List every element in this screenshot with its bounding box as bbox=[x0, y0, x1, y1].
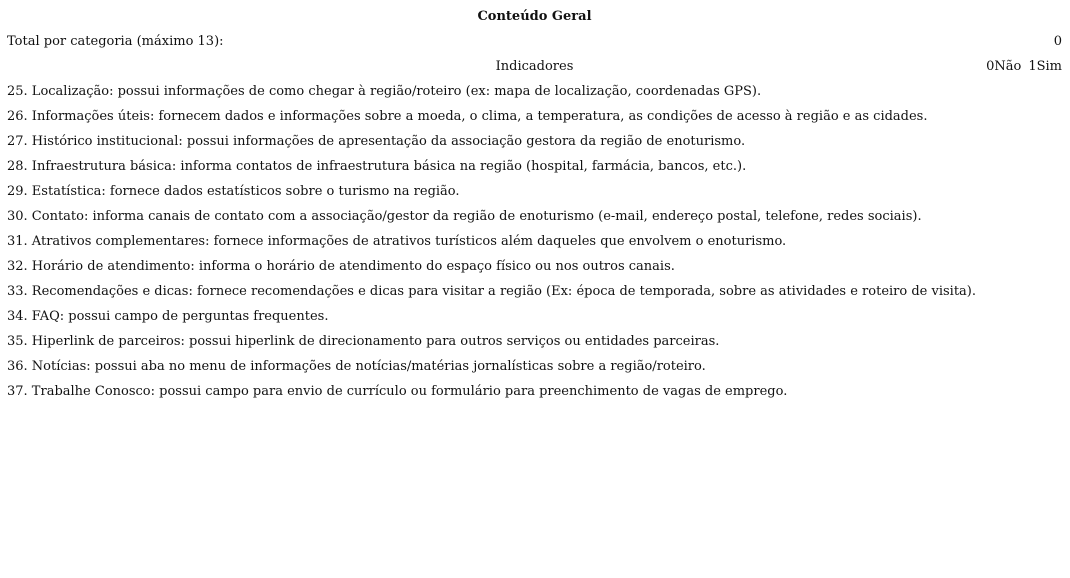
indicator-item: 37. Trabalhe Conosco: possui campo para envio de currículo ou formulário para preenchimento de vagas de emprego. bbox=[7, 384, 788, 399]
indicator-list bbox=[7, 79, 1062, 404]
indicator-item: 29. Estatística: fornece dados estatísticos sobre o turismo na região. bbox=[7, 184, 460, 199]
indicator-item: 35. Hiperlink de parceiros: possui hiperlink de direcionamento para outros serviços ou entidades parceiras. bbox=[7, 334, 720, 349]
indicator-item: 33. Recomendações e dicas: fornece recomendações e dicas para visitar a região (Ex: época de temporada, sobre as atividades e roteiro de visita). bbox=[7, 284, 977, 299]
indicator-item: 28. Infraestrutura básica: informa contatos de infraestrutura básica na região (hospital, farmácia, bancos, etc.). bbox=[7, 159, 747, 174]
total-row bbox=[7, 29, 1062, 54]
scoring-legend bbox=[986, 54, 1062, 79]
indicator-item: 34. FAQ: possui campo de perguntas frequentes. bbox=[7, 309, 329, 324]
indicator-item: 36. Notícias: possui aba no menu de informações de notícias/matérias jornalísticas sobre a região/roteiro. bbox=[7, 359, 706, 374]
indicator-item: 30. Contato: informa canais de contato com a associação/gestor da região de enoturismo (e-mail, endereço postal, telefone, redes sociais). bbox=[7, 209, 922, 224]
indicator-item: 27. Histórico institucional: possui informações de apresentação da associação gestora da região de enoturismo. bbox=[7, 134, 746, 149]
indicator-item: 31. Atrativos complementares: fornece informações de atrativos turísticos além daqueles que envolvem o enoturismo. bbox=[7, 234, 787, 249]
total-value: 0 bbox=[1053, 34, 1062, 49]
page-title: Conteúdo Geral bbox=[477, 9, 592, 24]
indicators-header-row bbox=[7, 54, 1062, 79]
indicators-label: Indicadores bbox=[495, 59, 574, 74]
indicator-item: 26. Informações úteis: fornecem dados e informações sobre a moeda, o clima, a temperatura, as condições de acesso à região e as cidades. bbox=[7, 109, 928, 124]
legend-yes: 1Sim bbox=[1028, 59, 1062, 74]
legend-no: 0Não bbox=[986, 59, 1022, 74]
indicator-item: 32. Horário de atendimento: informa o horário de atendimento do espaço físico ou nos outros canais. bbox=[7, 259, 675, 274]
indicator-item: 25. Localização: possui informações de como chegar à região/roteiro (ex: mapa de localização, coordenadas GPS). bbox=[7, 84, 762, 99]
total-label: Total por categoria (máximo 13): bbox=[7, 34, 224, 49]
